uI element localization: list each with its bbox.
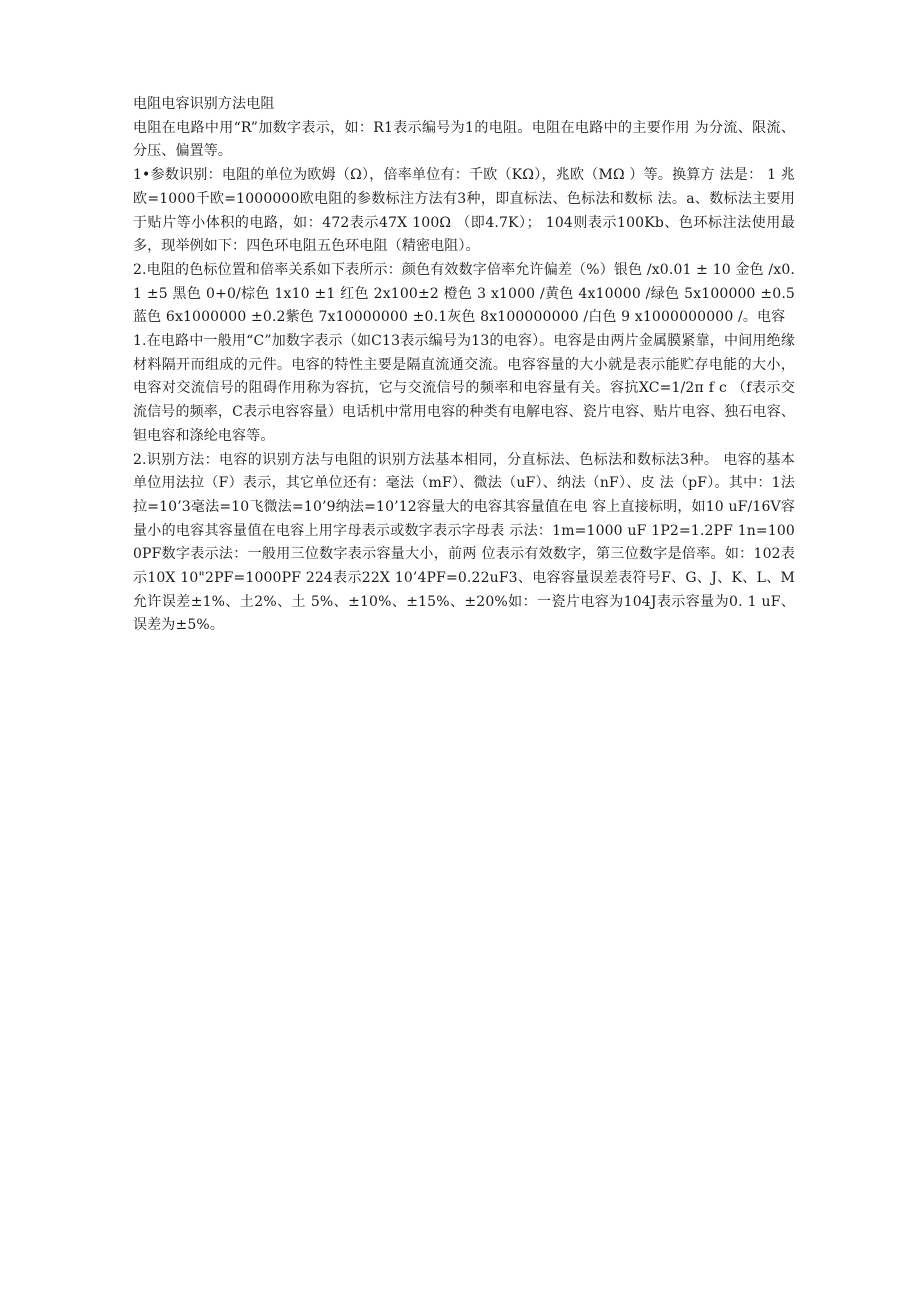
paragraph-capacitor-identification: 2.识别方法：电容的识别方法与电阻的识别方法基本相同，分直标法、色标法和数标法3种。 电容的基本单位用法拉（F）表示，其它单位还有：毫法（mF）、微法（uF）、纳法（nF）、皮 法（pF）。其中：1法拉=10’3毫法=10飞微法=10’9纳法=10’12容量大的电容其容量值在电 容上直接标明，如10 uF/16V容量小的电容其容量值在电容上用字母表示或数字表示字母表 示法：1m=1000 uF 1P2=1.2PF 1n=1000PF数字表示法：一般用三位数字表示容量大小，前两 位表示有效数字，第三位数字是倍率。如：102表示10X 10"2PF=1000PF 224表示22X 10’4PF=0.22uF3、电容容量误差表符号F、G、J、K、L、M允许误差±1%、土2%、土 5%、±10%、±15%、±20%如：一瓷片电容为104J表示容量为0. 1 uF、误差为±5%。	[133, 451, 795, 634]
document-body	[133, 93, 795, 638]
paragraph-resistor-intro: 电阻在电路中用“R”加数字表示，如：R1表示编号为1的电阻。电阻在电路中的主要作用 为分流、限流、分压、偏置等。	[133, 119, 795, 160]
document-title: 电阻电容识别方法电阻	[133, 96, 275, 112]
paragraph-resistor-params: 1•参数识别：电阻的单位为欧姆（Ω），倍率单位有：千欧（KΩ），兆欧（MΩ ）等。换算方 法是： 1 兆欧=1000千欧=1000000欧电阻的参数标注方法有3种，即直标法、色标法和数标 法。a、数标法主要用于贴片等小体积的电路，如：472表示47X 100Ω （即4.7K）； 104则表示100Kb、色环标注法使用最多，现举例如下：四色环电阻五色环电阻（精密电阻）。	[133, 167, 795, 255]
paragraph-color-code: 2.电阻的色标位置和倍率关系如下表所示：颜色有效数字倍率允许偏差（%）银色 /x0.01 ± 10 金色 /x0.1 ±5 黑色 0+0/棕色 1x10 ±1 红色 2x100±2 橙色 3 x1000 /黄色 4x10000 /绿色 5x100000 ±0.5蓝色 6x1000000 ±0.2紫色 7x10000000 ±0.1灰色 8x100000000 /白色 9 x1000000000 /。电容	[133, 261, 795, 326]
paragraph-capacitor-intro: 1.在电路中一般用“C”加数字表示（如C13表示编号为13的电容）。电容是由两片金属膜紧靠，中间用绝缘材料隔开而组成的元件。电容的特性主要是隔直流通交流。电容容量的大小就是表示能贮存电能的大小，电容对交流信号的阻碍作用称为容抗，它与交流信号的频率和电容量有关。容抗XC=1/2π f c （f表示交流信号的频率，C表示电容容量）电话机中常用电容的种类有电解电容、瓷片电容、贴片电容、独石电容、钽电容和涤纶电容等。	[133, 333, 795, 444]
